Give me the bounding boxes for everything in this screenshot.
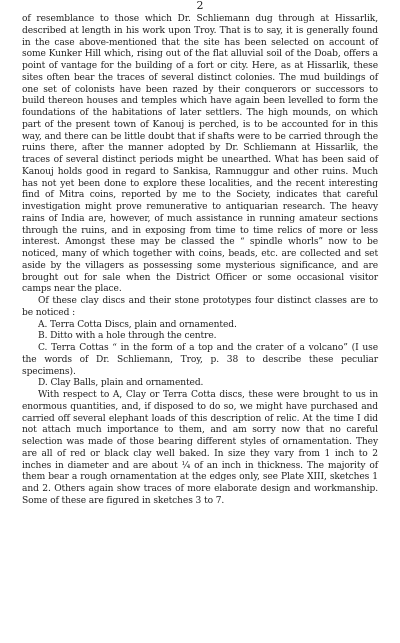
list-item-c: C. Terra Cottas “ in the form of a top and the crater of a volcano” (I use the words of Dr. Schliemann, Troy, p. 38 to describe these peculiar specimens). [22, 343, 378, 377]
body-text [22, 14, 378, 508]
list-item-b: B. Ditto with a hole through the centre. [38, 331, 217, 342]
page-number: 2 [196, 0, 204, 12]
paragraph-clay-discs: With respect to A, Clay or Terra Cotta discs, these were brought to us in enormous quantities, and, if disposed to do so, we might have purchased and carried off several elephant loads of this description of relic. At the time I did not attach much importance to them, and am sorry now that no careful selection was made of those bearing different styles of ornamentation. They are all of red or black clay well baked. In size they vary from 1 inch to 2 inches in diameter and are about ¼ of an inch in thickness. The majority of them bear a rough ornamentation at the edges only, see Plate XIII, sketches 1 and 2. Others again show traces of more elaborate design and workmanship. Some of these are figured in sketches 3 to 7. [22, 390, 378, 506]
paragraph-classes: Of these clay discs and their stone prototypes four distinct classes are to be noticed : [22, 296, 378, 318]
list-item-a: A. Terra Cotta Discs, plain and ornamented. [38, 319, 237, 330]
list-item-d: D. Clay Balls, plain and ornamented. [38, 378, 204, 389]
paragraph-intro: of resemblance to those which Dr. Schliemann dug through at Hissarlik, described at length in his work upon Troy. That is to say, it is generally found in the case above-mentioned that the site has been selected on account of some Kunker Hill which, rising out of the flat alluvial soil of the Doab, offers a point of vantage for the building of a fort or city. Here, as at Hissarlik, these sites often bear the traces of several distinct colonies. The mud buildings of one set of colonists have been razed by their conquerors or successors to build thereon houses and temples which have again been levelled to form the foundations of the habitations of later settlers. The high mounds, on which part of the present town of Kanouj is perched, is to be accounted for in this way, and there can be little doubt that if shafts were to be carried through the ruins there, after the manner adopted by Dr. Schliemann at Hissarlik, the traces of several distinct periods might be unearthed. What has been said of Kanouj holds good in regard to Sankisa, Ramnuggur and other ruins. Much has not yet been done to explore these localities, and the recent interesting find of Mitra coins, reported by me to the Society, indicates that careful investigation might prove remunerative to antiquarian research. The heavy rains of India are, however, of much assistance in running amateur sections through the ruins, and in exposing from time to time relics of more or less interest. Amongst these may be classed the “ spindle whorls” now to be noticed, many of which together with coins, beads, etc. are collected and set aside by the villagers as possessing some mysterious significance, and are brought out for sale when the District Officer or some occasional visitor camps near the place. [22, 14, 378, 295]
